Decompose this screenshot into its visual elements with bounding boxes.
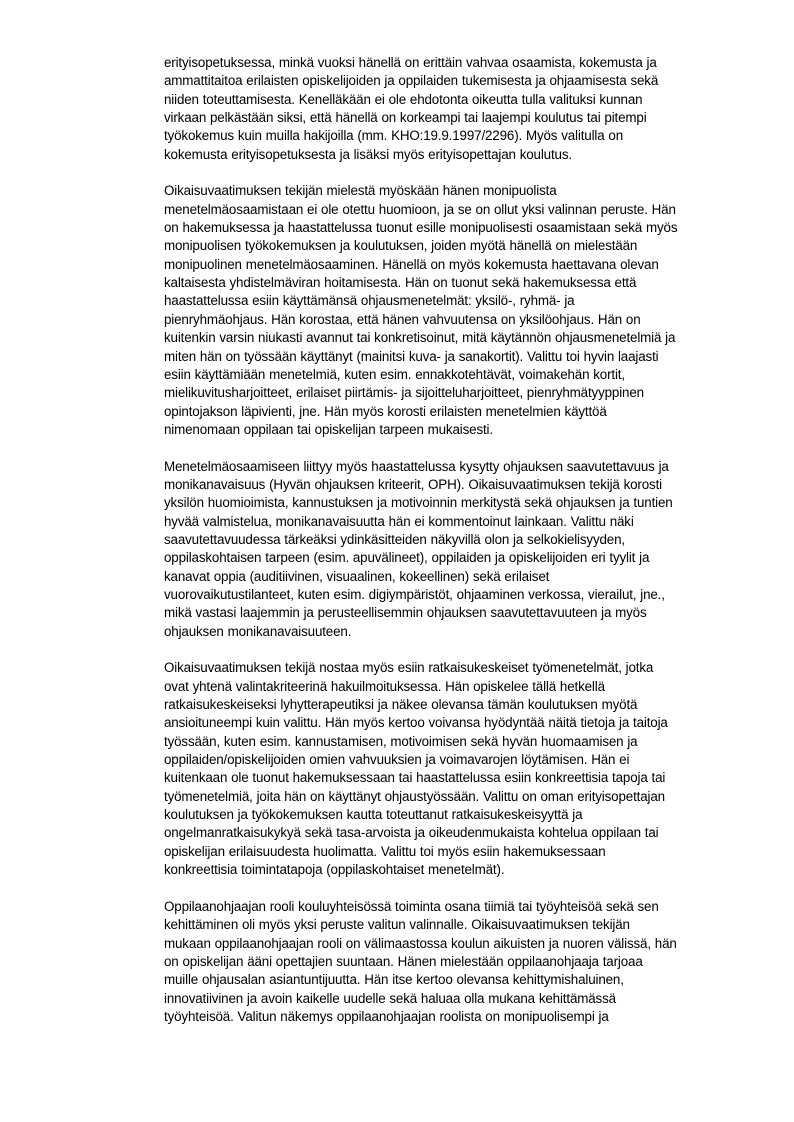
text-line: monikanavaisuus (Hyvän ohjauksen kriteerit, OPH). Oikaisuvaatimuksen tekijä korosti (164, 476, 662, 492)
text-line: muille ohjausalan asiantuntijuutta. Hän itse kertoo olevansa kehittymishaluinen, (164, 972, 624, 988)
text-line: oppilaiden/opiskelijoiden omien vahvuuksien ja voimavarojen löytämisen. Hän ei (164, 752, 630, 768)
text-line: nimenomaan oppilaan tai opiskelijan tarpeen mukaisesti. (164, 421, 493, 437)
text-line: virkaan pelkästään siksi, että hänellä on korkeampi tai laajempi koulutus tai pitempi (164, 110, 647, 126)
text-line: mikä vastasi laajemmin ja perusteellisemmin ohjauksen saavutettavuuteen ja myös (164, 605, 647, 621)
text-line: kaltaisesta yhdistelmäviran hoitamisesta. Hän on tuonut sekä hakemuksessa että (164, 275, 637, 291)
text-line: niiden toteuttamisesta. Kenelläkään ei ole ehdotonta oikeutta tulla valituksi kunnan (164, 91, 643, 107)
text-line: ohjauksen monikanavaisuuteen. (164, 623, 352, 639)
text-line: konkreettisia toimintatapoja (oppilaskohtaiset menetelmät). (164, 862, 505, 878)
text-line: kehittäminen oli myös yksi peruste valitun valinnalle. Oikaisuvaatimuksen tekijän (164, 917, 630, 933)
text-line: innovatiivinen ja avoin kaikelle uudelle sekä haluaa olla mukana kehittämässä (164, 990, 616, 1006)
text-line: menetelmäosaamistaan ei ole otettu huomioon, ja se on ollut yksi valinnan peruste. Hän (164, 201, 676, 217)
text-line: kokemusta erityisopetuksesta ja lisäksi myös erityisopettajan koulutus. (164, 146, 572, 162)
text-line: opiskelijan erilaisuudesta huolimatta. Valittu toi myös esiin hakemuksessaan (164, 843, 606, 859)
text-line: haastattelussa esiin käyttämänsä ohjausmenetelmät: yksilö-, ryhmä- ja (164, 293, 575, 309)
text-line: pienryhmäohjaus. Hän korostaa, että hänen vahvuutensa on yksilöohjaus. Hän on (164, 311, 641, 327)
text-line: Oikaisuvaatimuksen tekijä nostaa myös esiin ratkaisukeskeiset työmenetelmät, jotka (164, 660, 654, 676)
text-line: työyhteisöä. Valitun näkemys oppilaanohjaajan roolista on monipuolisempi ja (164, 1008, 609, 1024)
text-line: kuitenkaan ole tuonut hakemuksessaan tai haastattelussa esiin konkreettisia tapoja tai (164, 770, 666, 786)
text-line: opintojakson läpivienti, jne. Hän myös korosti erilaisten menetelmien käyttöä (164, 403, 607, 419)
text-line: oppilaskohtaisen tarpeen (esim. apuvälineet), oppilaiden ja opiskelijoiden eri tyylit ja (164, 550, 650, 566)
paragraph-1 (164, 54, 744, 164)
text-line: kanavat oppia (auditiivinen, visuaalinen, kokeellinen) sekä erilaiset (164, 568, 550, 584)
text-line: erityisopetuksessa, minkä vuoksi hänellä on erittäin vahvaa osaamista, kokemusta ja (164, 55, 657, 70)
text-line: ovat yhtenä valintakriteerinä hakuilmoituksessa. Hän opiskelee tällä hetkellä (164, 678, 605, 694)
text-line: miten hän on työssään käyttänyt (mainitsi kuva- ja sanakortit). Valittu toi hyvin laajasti (164, 348, 659, 364)
text-line: työmenetelmiä, joita hän on käyttänyt ohjaustyössään. Valittu on oman erityisopettajan (164, 788, 665, 804)
text-line: koulutuksen ja työkokemuksen kautta toteuttanut ratkaisukeskeisyyttä ja (164, 807, 583, 823)
paragraph-2 (164, 182, 744, 439)
text-line: Oikaisuvaatimuksen tekijän mielestä myöskään hänen monipuolista (164, 183, 557, 199)
text-line: kuitenkin varsin niukasti avannut tai konkretisoinut, mitä käytännön ohjausmenetelmiä ja (164, 330, 676, 346)
text-line: työssään, kuten esim. kannustamisen, motivoimisen sekä hyvän huomaamisen ja (164, 733, 638, 749)
text-line: Menetelmäosaamiseen liittyy myös haastattelussa kysytty ohjauksen saavutettavuus ja (164, 458, 669, 474)
text-line: työkokemus kuin muilla hakijoilla (mm. KHO:19.9.1997/2296). Myös valitulla on (164, 128, 623, 144)
text-line: ratkaisukeskeiseksi lyhytterapeutiksi ja näkee olevansa tämän koulutuksen myötä (164, 697, 638, 713)
text-line: on opiskelijan ääni opettajien suuntaan. Hänen mielestään oppilaanohjaaja tarjoaa (164, 953, 643, 969)
text-line: esiin käyttämiään menetelmiä, kuten esim. ennakkotehtävät, voimakehän kortit, (164, 366, 625, 382)
paragraph-3 (164, 458, 744, 641)
text-line: yksilön huomioimista, kannustuksen ja motivoinnin merkitystä sekä ohjauksen ja tuntien (164, 495, 673, 511)
text-line: vuorovaikutustilanteet, kuten esim. digiympäristöt, ohjaaminen verkossa, vierailut, jne., (164, 586, 665, 602)
text-line: on hakemuksessa ja haastattelussa tuonut esille monipuolisesti osaamistaan sekä myös (164, 220, 678, 236)
text-line: monipuolisen työkokemuksen ja koulutuksen, joiden myötä hänellä on mielestään (164, 238, 638, 254)
text-line: ongelmanratkaisukykyä sekä tasa-arvoista ja oikeudenmukaista kohtelua oppilaan tai (164, 825, 659, 841)
paragraph-5 (164, 898, 744, 1026)
text-line: mielikuvitusharjoitteet, erilaiset piirtämis- ja sijoitteluharjoitteet, pienryhmätyyppinen (164, 385, 644, 401)
text-line: ansioituneempi kuin valittu. Hän myös kertoo voivansa hyödyntää näitä tietoja ja taitoja (164, 715, 668, 731)
text-line: hyvää valmistelua, monikanavaisuutta hän ei kommentoinut lainkaan. Valittu näki (164, 513, 634, 529)
paragraph-4 (164, 659, 744, 879)
text-line: ammattitaitoa erilaisten opiskelijoiden ja oppilaiden tukemisesta ja ohjaamisesta sekä (164, 73, 659, 89)
text-line: mukaan oppilaanohjaajan rooli on välimaastossa koulun aikuisten ja nuoren välissä, hän (164, 935, 677, 951)
text-line: Oppilaanohjaajan rooli kouluyhteisössä toiminta osana tiimiä tai työyhteisöä sekä sen (164, 898, 659, 914)
text-line: monipuolinen menetelmäosaaminen. Hänellä on myös kokemusta haettavana olevan (164, 256, 659, 272)
text-line: saavutettavuudessa tärkeäksi ydinkäsitteiden näkyvillä olon ja selkokielisyyden, (164, 531, 625, 547)
document-page (164, 54, 744, 1045)
